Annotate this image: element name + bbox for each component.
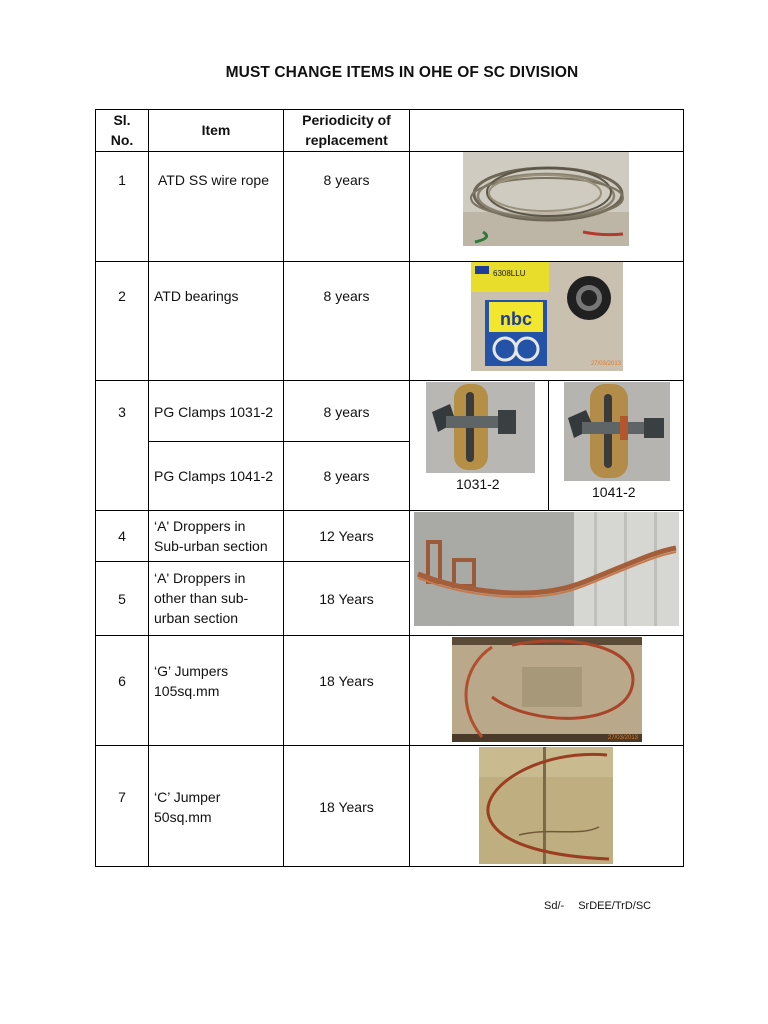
header-sl-no: Sl. No. (110, 112, 134, 148)
row-3b-period: 8 years (323, 468, 370, 484)
wire-rope-photo (463, 152, 629, 246)
row-1-period: 8 years (323, 172, 370, 188)
header-item: Item (201, 122, 231, 138)
row-1-item: ATD SS wire rope (158, 172, 269, 188)
g-jumper-photo (452, 637, 642, 742)
row-6-no: 6 (118, 673, 126, 689)
row-5-period: 18 Years (319, 591, 374, 607)
row-2-item: ATD bearings (154, 288, 239, 304)
signature (544, 900, 651, 912)
caption-1031-2: 1031-2 (456, 476, 500, 492)
row-4-no: 4 (118, 528, 126, 544)
row-3-item: PG Clamps 1031-2 (154, 404, 274, 420)
bearing-box-code: 6308LLU (493, 269, 526, 278)
bearings-photo (471, 262, 623, 371)
row-3-no: 3 (118, 404, 126, 420)
bearings-date-stamp: 27/03/2013 (590, 361, 621, 367)
pg-clamp-1041-2-photo (564, 382, 670, 481)
row-7-item: ‘C’ Jumper 50sq.mm (154, 789, 221, 825)
page-title: MUST CHANGE ITEMS IN OHE OF SC DIVISION (225, 64, 579, 81)
row-5-no: 5 (118, 591, 126, 607)
row-2-no: 2 (118, 288, 126, 304)
row-6-period: 18 Years (319, 673, 374, 689)
row-6-item: ‘G’ Jumpers 105sq.mm (154, 663, 229, 699)
pg-clamp-1031-2-photo (426, 382, 535, 473)
row-7-period: 18 Years (319, 799, 374, 815)
row-3-period: 8 years (323, 404, 370, 420)
row-1-no: 1 (118, 172, 126, 188)
header-periodicity: Periodicity of replacement (302, 112, 391, 148)
row-3b-item: PG Clamps 1041-2 (154, 468, 274, 484)
row-2-period: 8 years (323, 288, 370, 304)
row-4-period: 12 Years (319, 528, 374, 544)
signature-office: SrDEE/TrD/SC (578, 900, 652, 912)
droppers-photo (414, 512, 679, 626)
row-4-item: ‘A' Droppers in Sub-urban section (154, 518, 268, 554)
caption-1041-2: 1041-2 (592, 484, 636, 500)
bearing-box-brand: nbc (499, 309, 533, 329)
row-7-no: 7 (118, 789, 126, 805)
row-5-item: ‘A' Droppers in other than sub- urban section (154, 570, 249, 626)
signature-sd: Sd/- (544, 900, 565, 912)
c-jumper-photo (479, 747, 613, 864)
g-jumper-date-stamp: 27/03/2013 (607, 735, 638, 741)
